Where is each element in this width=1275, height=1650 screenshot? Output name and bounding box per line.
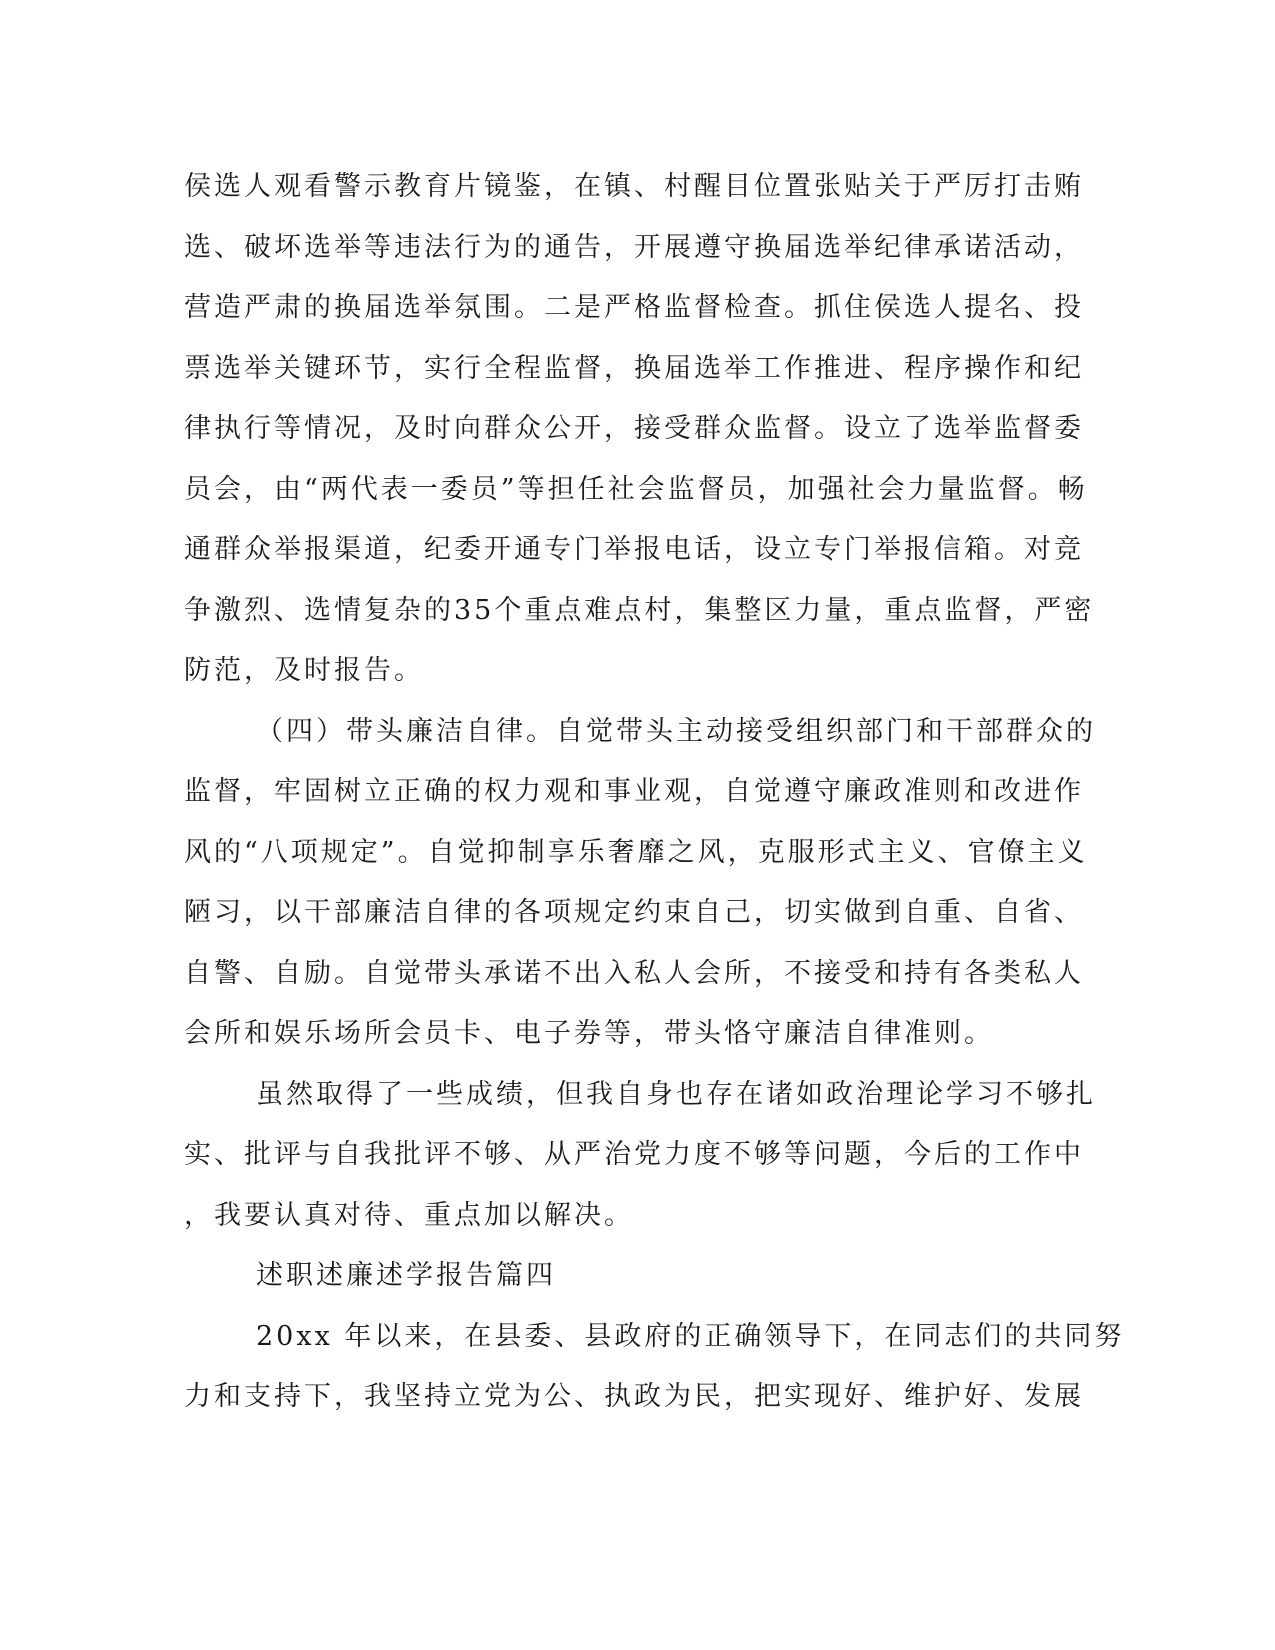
text-line: 自警、自励。自觉带头承诺不出入私人会所，不接受和持有各类私人 (184, 957, 1084, 989)
text-line: 陋习，以干部廉洁自律的各项规定约束自己，切实做到自重、自省、 (184, 897, 1084, 928)
text-line: 选、破坏选举等违法行为的通告，开展遵守换届选举纪律承诺活动， (184, 231, 1084, 263)
text-line: ，我要认真对待、重点加以解决。 (184, 1199, 634, 1231)
text-line: 防范，及时报告。 (184, 655, 424, 686)
paragraph-start-line: 虽然取得了一些成绩，但我自身也存在诸如政治理论学习不够扎 (256, 1078, 1096, 1110)
text-line: 会所和娱乐场所会员卡、电子券等，带头恪守廉洁自律准则。 (184, 1018, 994, 1049)
text-line: 实、批评与自我批评不够、从严治党力度不够等问题，今后的工作中 (184, 1139, 1084, 1170)
text-line: 监督，牢固树立正确的权力观和事业观，自觉遵守廉政准则和改进作 (184, 776, 1084, 807)
paragraph-start-line: 20xx 年以来，在县委、县政府的正确领导下，在同志们的共同努 (256, 1320, 1125, 1352)
text-line: 票选举关键环节，实行全程监督，换届选举工作推进、程序操作和纪 (184, 352, 1084, 384)
text-line: 争激烈、选情复杂的35个重点难点村，集整区力量，重点监督，严密 (184, 594, 1095, 626)
text-line: 员会，由“两代表一委员”等担任社会监督员，加强社会力量监督。畅 (184, 473, 1088, 505)
document-body (184, 157, 1125, 1428)
text-line: 风的“八项规定”。自觉抑制享乐奢靡之风，克服形式主义、官僚主义 (184, 836, 1088, 868)
text-line: 侯选人观看警示教育片镜鉴，在镇、村醒目位置张贴关于严厉打击贿 (184, 171, 1084, 202)
text-line: 通群众举报渠道，纪委开通专门举报电话，设立专门举报信箱。对竞 (184, 534, 1084, 565)
text-line: 力和支持下，我坚持立党为公、执政为民，把实现好、维护好、发展 (184, 1381, 1084, 1412)
text-line: 营造严肃的换届选举氛围。二是严格监督检查。抓住侯选人提名、投 (184, 292, 1084, 323)
text-line: 律执行等情况，及时向群众公开，接受群众监督。设立了选举监督委 (184, 413, 1084, 444)
paragraph-start-line: （四）带头廉洁自律。自觉带头主动接受组织部门和干部群众的 (256, 715, 1096, 747)
section-heading: 述职述廉述学报告篇四 (256, 1260, 556, 1291)
